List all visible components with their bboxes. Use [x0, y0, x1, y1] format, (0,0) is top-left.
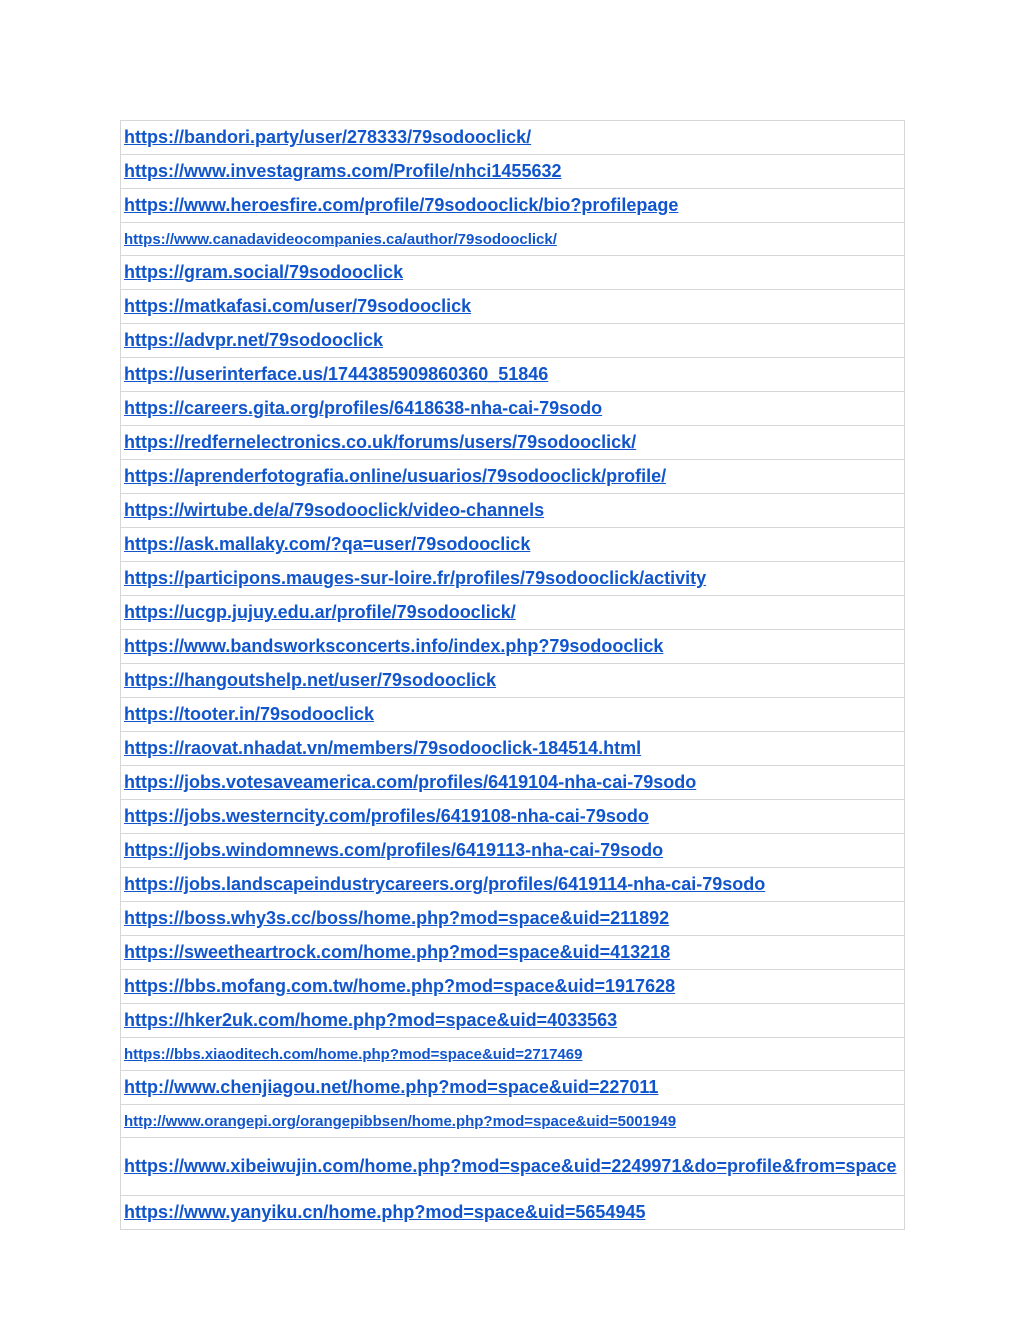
- table-row: [121, 460, 905, 494]
- link-cell: [121, 766, 905, 800]
- link-cell: [121, 834, 905, 868]
- link-cell: [121, 970, 905, 1004]
- table-row: [121, 800, 905, 834]
- link-cell: [121, 189, 905, 223]
- profile-link[interactable]: https://aprenderfotografia.online/usuarios/79sodooclick/profile/: [124, 466, 667, 486]
- profile-link[interactable]: https://sweetheartrock.com/home.php?mod=space&uid=413218: [124, 942, 671, 962]
- table-row: [121, 868, 905, 902]
- table-row: [121, 494, 905, 528]
- table-row: [121, 732, 905, 766]
- profile-link[interactable]: https://jobs.votesaveamerica.com/profiles/6419104-nha-cai-79sodo: [124, 772, 697, 792]
- link-cell: [121, 121, 905, 155]
- link-cell: [121, 494, 905, 528]
- profile-link[interactable]: https://www.xibeiwujin.com/home.php?mod=space&uid=2249971&do=profile&from=space: [124, 1156, 897, 1176]
- table-row: [121, 358, 905, 392]
- table-row: [121, 528, 905, 562]
- table-row: [121, 1196, 905, 1230]
- profile-link[interactable]: https://www.yanyiku.cn/home.php?mod=space&uid=5654945: [124, 1202, 646, 1222]
- table-row: [121, 664, 905, 698]
- profile-link[interactable]: https://jobs.windomnews.com/profiles/6419113-nha-cai-79sodo: [124, 840, 664, 860]
- link-table-body: [121, 121, 905, 1230]
- profile-link[interactable]: https://www.canadavideocompanies.ca/author/79sodooclick/: [124, 230, 557, 248]
- link-cell: [121, 800, 905, 834]
- profile-link[interactable]: http://www.orangepi.org/orangepibbsen/home.php?mod=space&uid=5001949: [124, 1112, 677, 1130]
- profile-link[interactable]: https://bbs.mofang.com.tw/home.php?mod=space&uid=1917628: [124, 976, 676, 996]
- table-row: [121, 970, 905, 1004]
- profile-link[interactable]: http://www.chenjiagou.net/home.php?mod=space&uid=227011: [124, 1077, 659, 1097]
- table-row: [121, 223, 905, 256]
- table-row: [121, 256, 905, 290]
- link-cell: [121, 528, 905, 562]
- profile-link[interactable]: https://www.heroesfire.com/profile/79sodooclick/bio?profilepage: [124, 195, 679, 215]
- table-row: [121, 1004, 905, 1038]
- link-cell: [121, 155, 905, 189]
- table-row: [121, 1138, 905, 1196]
- link-cell: [121, 1138, 905, 1196]
- profile-link[interactable]: https://wirtube.de/a/79sodooclick/video-channels: [124, 500, 545, 520]
- link-cell: [121, 460, 905, 494]
- table-row: [121, 936, 905, 970]
- table-row: [121, 562, 905, 596]
- table-row: [121, 189, 905, 223]
- profile-link[interactable]: https://jobs.landscapeindustrycareers.org/profiles/6419114-nha-cai-79sodo: [124, 874, 766, 894]
- link-cell: [121, 1038, 905, 1071]
- table-row: [121, 596, 905, 630]
- profile-link[interactable]: https://www.investagrams.com/Profile/nhci1455632: [124, 161, 562, 181]
- profile-link[interactable]: https://www.bandsworksconcerts.info/index.php?79sodooclick: [124, 636, 664, 656]
- profile-link[interactable]: https://redfernelectronics.co.uk/forums/users/79sodooclick/: [124, 432, 637, 452]
- profile-link[interactable]: https://jobs.westerncity.com/profiles/6419108-nha-cai-79sodo: [124, 806, 649, 826]
- table-row: [121, 121, 905, 155]
- profile-link[interactable]: https://hangoutshelp.net/user/79sodooclick: [124, 670, 497, 690]
- link-cell: [121, 392, 905, 426]
- profile-link[interactable]: https://advpr.net/79sodooclick: [124, 330, 384, 350]
- link-cell: [121, 426, 905, 460]
- profile-link[interactable]: https://gram.social/79sodooclick: [124, 262, 404, 282]
- profile-link[interactable]: https://userinterface.us/1744385909860360_51846: [124, 364, 549, 384]
- link-cell: [121, 1105, 905, 1138]
- link-cell: [121, 290, 905, 324]
- link-cell: [121, 902, 905, 936]
- profile-link[interactable]: https://matkafasi.com/user/79sodooclick: [124, 296, 472, 316]
- link-cell: [121, 698, 905, 732]
- table-row: [121, 766, 905, 800]
- link-cell: [121, 1071, 905, 1105]
- profile-link[interactable]: https://bbs.xiaoditech.com/home.php?mod=space&uid=2717469: [124, 1045, 583, 1063]
- table-row: [121, 1105, 905, 1138]
- profile-link[interactable]: https://careers.gita.org/profiles/6418638-nha-cai-79sodo: [124, 398, 603, 418]
- link-cell: [121, 1196, 905, 1230]
- link-table: [120, 120, 905, 1230]
- profile-link[interactable]: https://hker2uk.com/home.php?mod=space&uid=4033563: [124, 1010, 618, 1030]
- table-row: [121, 630, 905, 664]
- profile-link[interactable]: https://boss.why3s.cc/boss/home.php?mod=space&uid=211892: [124, 908, 670, 928]
- link-cell: [121, 324, 905, 358]
- link-cell: [121, 630, 905, 664]
- profile-link[interactable]: https://ask.mallaky.com/?qa=user/79sodooclick: [124, 534, 531, 554]
- link-cell: [121, 1004, 905, 1038]
- link-cell: [121, 868, 905, 902]
- profile-link[interactable]: https://tooter.in/79sodooclick: [124, 704, 375, 724]
- table-row: [121, 902, 905, 936]
- profile-link[interactable]: https://bandori.party/user/278333/79sodooclick/: [124, 127, 532, 147]
- link-cell: [121, 562, 905, 596]
- table-row: [121, 392, 905, 426]
- profile-link[interactable]: https://raovat.nhadat.vn/members/79sodooclick-184514.html: [124, 738, 642, 758]
- link-cell: [121, 223, 905, 256]
- link-cell: [121, 596, 905, 630]
- link-cell: [121, 358, 905, 392]
- table-row: [121, 1038, 905, 1071]
- link-cell: [121, 936, 905, 970]
- table-row: [121, 324, 905, 358]
- table-row: [121, 1071, 905, 1105]
- table-row: [121, 155, 905, 189]
- table-row: [121, 698, 905, 732]
- table-row: [121, 290, 905, 324]
- link-cell: [121, 256, 905, 290]
- table-row: [121, 834, 905, 868]
- table-row: [121, 426, 905, 460]
- profile-link[interactable]: https://ucgp.jujuy.edu.ar/profile/79sodooclick/: [124, 602, 516, 622]
- link-cell: [121, 664, 905, 698]
- link-cell: [121, 732, 905, 766]
- profile-link[interactable]: https://participons.mauges-sur-loire.fr/profiles/79sodooclick/activity: [124, 568, 707, 588]
